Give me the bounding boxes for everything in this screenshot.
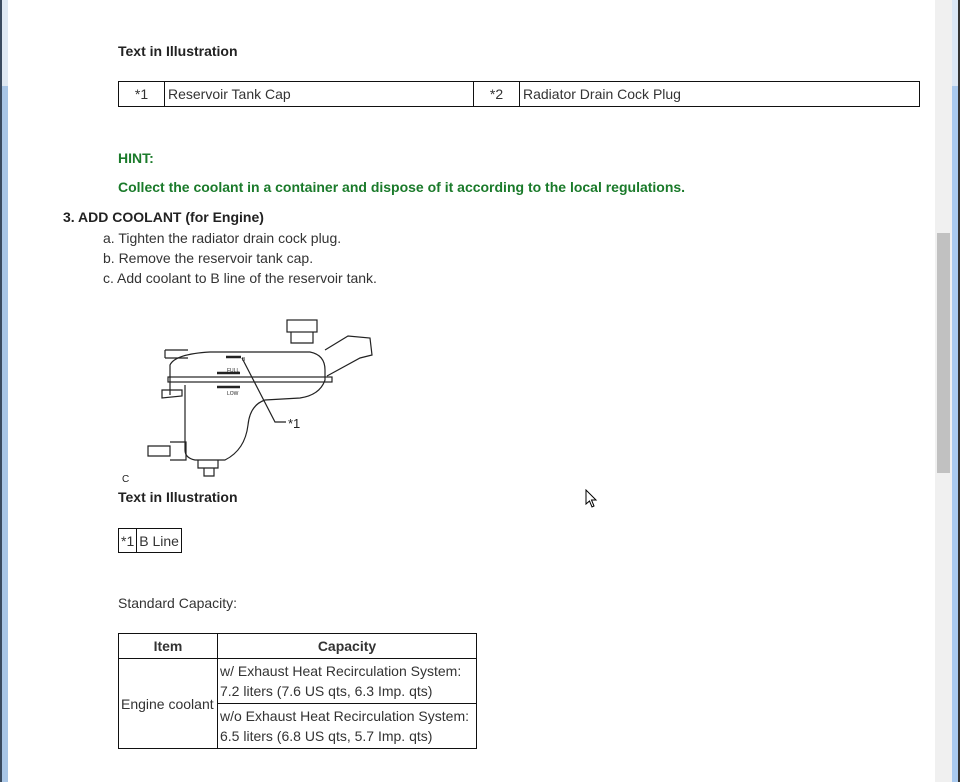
window-right-border xyxy=(952,0,960,782)
level-full-label: FULL xyxy=(227,368,240,374)
scrollbar-thumb[interactable] xyxy=(937,233,950,473)
substep: a. Tighten the radiator drain cock plug. xyxy=(103,230,342,246)
callout-label: *1 xyxy=(288,416,301,431)
hint-text: Collect the coolant in a container and dispose of it according to the local regulations. xyxy=(118,179,686,195)
capacity-value: 7.2 liters (7.6 US qts, 6.3 Imp. qts) xyxy=(220,683,433,699)
capacity-condition: w/ Exhaust Heat Recirculation System: xyxy=(220,663,462,679)
level-b-label: B xyxy=(242,357,246,363)
level-low-label: LOW xyxy=(227,391,239,397)
illustration-legend-table xyxy=(118,528,182,553)
legend-label: Radiator Drain Cock Plug xyxy=(520,82,920,107)
capacity-cell xyxy=(218,704,477,749)
legend-label: B Line xyxy=(137,529,182,553)
substep: c. Add coolant to B line of the reservoir tank. xyxy=(103,270,377,286)
vertical-scrollbar[interactable] xyxy=(935,0,952,782)
column-header: Item xyxy=(119,634,218,659)
section-heading: Text in Illustration xyxy=(118,43,238,59)
legend-num: *1 xyxy=(119,82,165,107)
substep: b. Remove the reservoir tank cap. xyxy=(103,250,314,266)
legend-label: Reservoir Tank Cap xyxy=(165,82,474,107)
legend-num: *2 xyxy=(474,82,520,107)
section-heading: Text in Illustration xyxy=(118,489,238,505)
illustration-legend-table xyxy=(118,81,920,107)
step-title: 3. ADD COOLANT (for Engine) xyxy=(63,209,264,225)
legend-num: *1 xyxy=(119,529,137,553)
reservoir-tank-illustration xyxy=(120,310,400,490)
window-left-border xyxy=(0,0,8,782)
mouse-cursor-icon xyxy=(585,489,599,509)
capacity-table xyxy=(118,633,477,749)
item-cell: Engine coolant xyxy=(119,659,218,749)
capacity-value: 6.5 liters (6.8 US qts, 5.7 Imp. qts) xyxy=(220,728,433,744)
capacity-condition: w/o Exhaust Heat Recirculation System: xyxy=(220,708,469,724)
column-header: Capacity xyxy=(218,634,477,659)
hint-label: HINT: xyxy=(118,150,154,166)
capacity-cell xyxy=(218,659,477,704)
illustration-code: C xyxy=(122,474,130,485)
capacity-label: Standard Capacity: xyxy=(118,595,238,611)
